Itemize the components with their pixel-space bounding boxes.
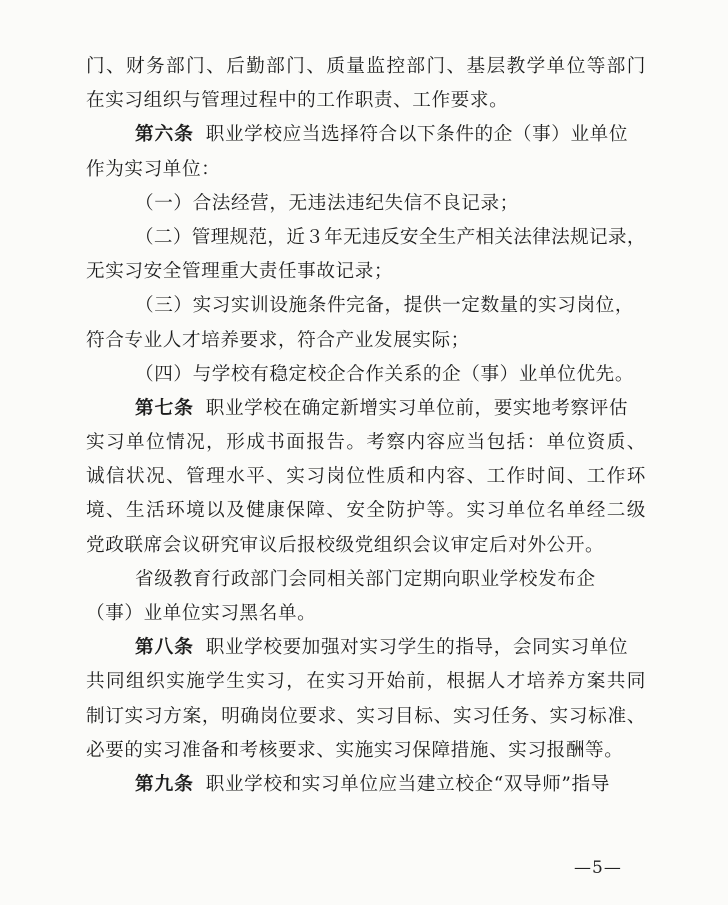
line-text: 境、生活环境以及健康保障、安全防护等。实习单位名单经二级: [86, 500, 646, 522]
text-line: [86, 597, 646, 631]
article-heading: 第八条: [135, 637, 194, 659]
text-line: [86, 563, 646, 597]
line-text: 共同组织实施学生实习，在实习开始前，根据人才培养方案共同: [86, 671, 646, 693]
line-text: 无实习安全管理重大责任事故记录；: [86, 261, 394, 283]
text-line: [86, 84, 646, 118]
text-line: [86, 460, 646, 494]
line-text: （三）实习实训设施条件完备，提供一定数量的实习岗位，: [135, 295, 635, 317]
line-text: 职业学校和实习单位应当建立校企“双导师”指导: [205, 773, 610, 795]
line-text: 制订实习方案，明确岗位要求、实习目标、实习任务、实习标准、: [86, 705, 646, 727]
body-text: [86, 50, 646, 802]
line-text: 符合专业人才培养要求，符合产业发展实际；: [86, 329, 470, 351]
article-heading: 第七条: [135, 397, 194, 419]
text-line: [86, 700, 646, 734]
line-text: （二）管理规范，近３年无违反安全生产相关法律法规记录，: [135, 226, 646, 248]
line-text: 省级教育行政部门会同相关部门定期向职业学校发布企: [135, 568, 596, 590]
line-text: 职业学校要加强对实习学生的指导，会同实习单位: [205, 637, 629, 659]
line-text: （事）业单位实习黑名单。: [86, 603, 317, 624]
article-heading: 第六条: [135, 124, 194, 146]
article-heading: 第九条: [135, 773, 194, 795]
article-6-line: [86, 118, 646, 152]
line-text: 作为实习单位：: [86, 158, 221, 180]
text-line: [86, 529, 646, 563]
page-number: —5—: [574, 858, 622, 878]
article-8-line: [86, 631, 646, 665]
line-text: 实习单位情况，形成书面报告。考察内容应当包括：单位资质、: [86, 432, 646, 454]
line-text: 职业学校应当选择符合以下条件的企（事）业单位: [205, 124, 629, 146]
line-text: 职业学校在确定新增实习单位前，要实地考察评估: [205, 397, 629, 419]
list-item: [86, 221, 646, 255]
line-text: 必要的实习准备和考核要求、实施实习保障措施、实习报酬等。: [86, 739, 624, 761]
list-item: [86, 187, 646, 221]
text-line: [86, 153, 646, 187]
list-item: [86, 358, 646, 392]
text-line: [86, 255, 646, 289]
article-7-line: [86, 392, 646, 426]
line-text: 门、财务部门、后勤部门、质量监控部门、基层教学单位等部门: [86, 56, 646, 77]
text-line: [86, 324, 646, 358]
line-text: 党政联席会议研究审议后报校级党组织会议审定后对外公开。: [86, 534, 605, 556]
line-text: （一）合法经营，无违法违纪失信不良记录；: [135, 192, 519, 214]
line-text: 诚信状况、管理水平、实习岗位性质和内容、工作时间、工作环: [86, 466, 646, 488]
text-line: [86, 734, 646, 768]
text-line: [86, 665, 646, 699]
list-item: [86, 289, 646, 323]
text-line: [86, 50, 646, 84]
line-text: 在实习组织与管理过程中的工作职责、工作要求。: [86, 90, 509, 112]
line-text: （四）与学校有稳定校企合作关系的企（事）业单位优先。: [135, 363, 635, 385]
text-line: [86, 426, 646, 460]
text-line: [86, 494, 646, 528]
article-9-line: [86, 768, 646, 802]
